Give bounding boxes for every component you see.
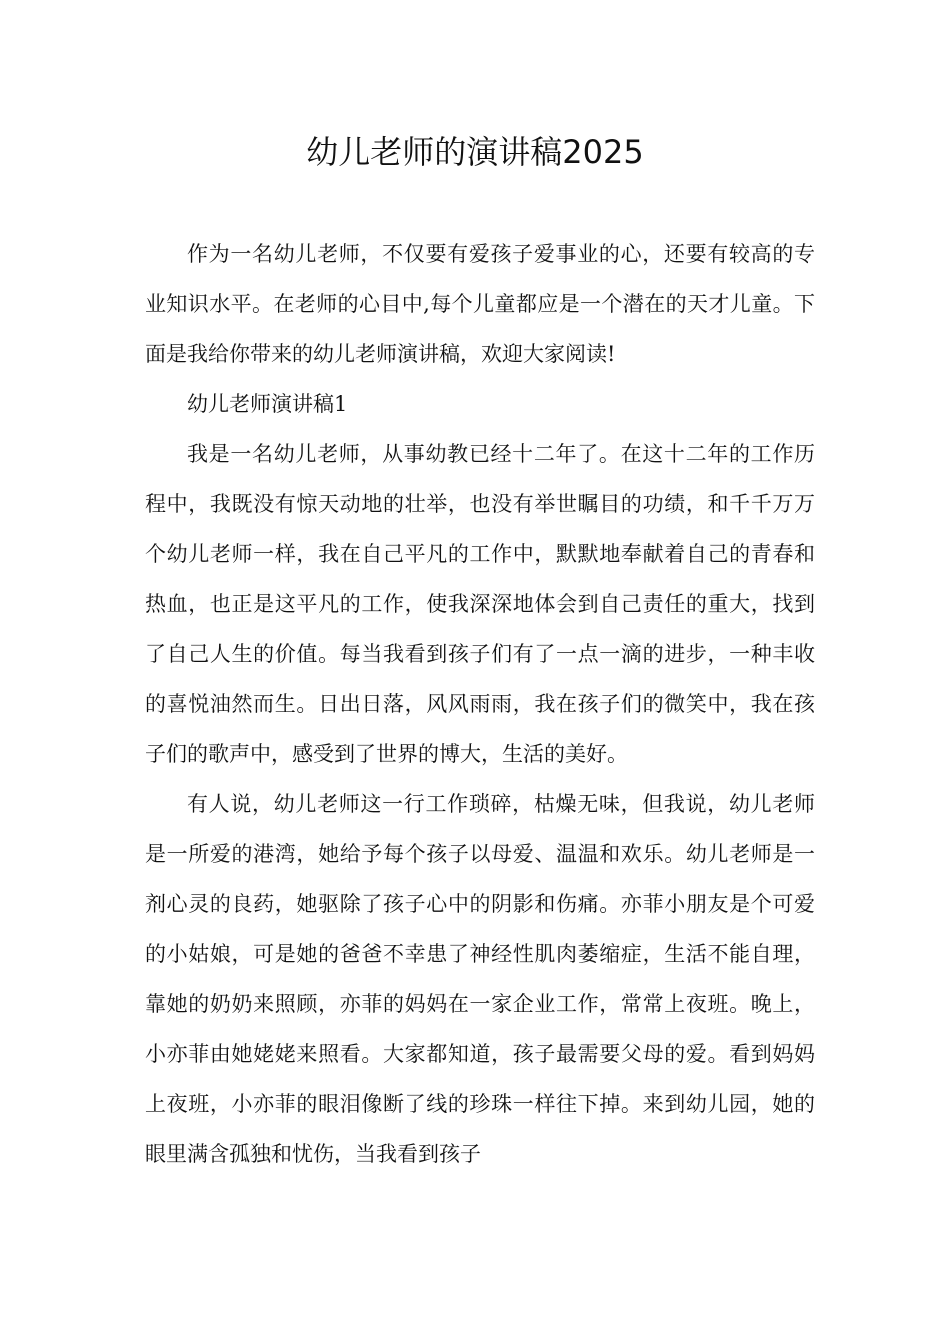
intro-paragraph: 作为一名幼儿老师，不仅要有爱孩子爱事业的心，还要有较高的专业知识水平。在老师的心目中,每个儿童都应是一个潜在的天才儿童。下面是我给你带来的幼儿老师演讲稿，欢迎大家阅读!: [145, 242, 815, 366]
document-body: [145, 229, 815, 1179]
body-paragraph: 我是一名幼儿老师，从事幼教已经十二年了。在这十二年的工作历程中，我既没有惊天动地的壮举，也没有举世瞩目的功绩，和千千万万个幼儿老师一样，我在自己平凡的工作中，默默地奉献着自己的青春和热血，也正是这平凡的工作，使我深深地体会到自己责任的重大，找到了自己人生的价值。每当我看到孩子们有了一点一滴的进步，一种丰收的喜悦油然而生。日出日落，风风雨雨，我在孩子们的微笑中，我在孩子们的歌声中，感受到了世界的博大，生活的美好。: [145, 442, 815, 766]
body-paragraph: 有人说，幼儿老师这一行工作琐碎，枯燥无味，但我说，幼儿老师是一所爱的港湾，她给予每个孩子以母爱、温温和欢乐。幼儿老师是一剂心灵的良药，她驱除了孩子心中的阴影和伤痛。亦菲小朋友是个可爱的小姑娘，可是她的爸爸不幸患了神经性肌肉萎缩症，生活不能自理，靠她的奶奶来照顾，亦菲的妈妈在一家企业工作，常常上夜班。晚上，小亦菲由她姥姥来照看。大家都知道，孩子最需要父母的爱。看到妈妈上夜班，小亦菲的眼泪像断了线的珍珠一样往下掉。来到幼儿园，她的眼里满含孤独和忧伤，当我看到孩子: [145, 792, 815, 1166]
section-heading: 幼儿老师演讲稿1: [187, 392, 348, 416]
document-title: 幼儿老师的演讲稿2025: [306, 133, 644, 171]
